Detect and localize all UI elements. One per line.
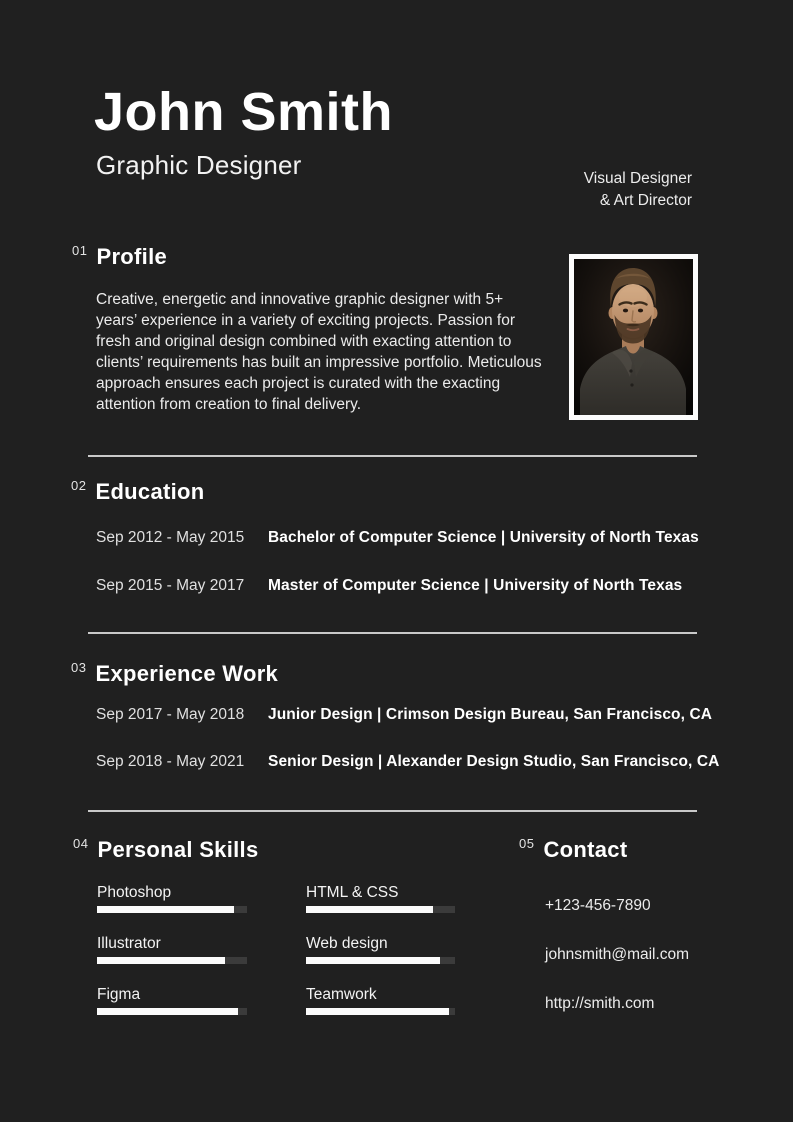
skill-label: Web design: [306, 935, 388, 952]
section-title: Experience Work: [95, 661, 279, 686]
skill-bar-fill: [97, 906, 234, 913]
photo-frame: [569, 254, 698, 420]
experience-dates: Sep 2018 - May 2021: [96, 753, 245, 770]
experience-row: [96, 706, 712, 724]
section-title: Personal Skills: [97, 837, 259, 862]
section-title: Education: [95, 479, 205, 504]
section-divider: [88, 632, 697, 634]
section-number: 03: [71, 660, 87, 675]
skill-label: Figma: [97, 986, 141, 1003]
skills-column-left: [97, 884, 247, 1037]
education-dates: Sep 2012 - May 2015: [96, 529, 245, 546]
profile-text: Creative, energetic and innovative graphic designer with 5+ years’ experience in a variety of exciting projects. Passion for fresh and original design combined with exacting attention to clients’ requirements has built an impressive portfolio. Meticulous approach ensures each project is curated with the exacting attention from creation to final delivery.: [96, 291, 542, 413]
skill-bar-track: [97, 1008, 247, 1015]
skill-label: Teamwork: [306, 986, 377, 1003]
tagline-line-1: Visual Designer: [583, 170, 692, 187]
contact-email: johnsmith@mail.com: [545, 946, 690, 963]
section-number: 05: [519, 836, 535, 851]
skill-bar-track: [97, 906, 247, 913]
education-row: [96, 529, 699, 547]
skill-item: [306, 986, 455, 1014]
skill-label: Photoshop: [97, 884, 172, 901]
job-title: Graphic Designer: [96, 150, 302, 180]
skill-bar-track: [97, 957, 247, 964]
page-title: John Smith: [94, 82, 393, 142]
skill-item: [306, 884, 455, 912]
skill-item: [97, 986, 247, 1014]
contact-phone: +123-456-7890: [545, 897, 651, 914]
skills-column-right: [306, 884, 455, 1037]
experience-dates: Sep 2017 - May 2018: [96, 706, 245, 723]
section-divider: [88, 455, 697, 457]
portrait-photo-icon: [574, 259, 693, 415]
tagline: [584, 168, 692, 211]
section-divider: [88, 810, 697, 812]
experience-detail: Junior Design | Crimson Design Bureau, San Francisco, CA: [268, 706, 713, 723]
section-heading-skills: [73, 837, 259, 863]
experience-detail: Senior Design | Alexander Design Studio, San Francisco, CA: [268, 753, 720, 770]
skill-item: [97, 884, 247, 912]
skill-label: Illustrator: [97, 935, 161, 952]
section-title: Contact: [543, 837, 628, 862]
section-heading-experience: [71, 661, 278, 687]
section-number: 04: [73, 836, 89, 851]
skill-bar-track: [306, 906, 455, 913]
section-title: Profile: [96, 244, 168, 269]
section-heading-education: [71, 479, 205, 505]
education-dates: Sep 2015 - May 2017: [96, 577, 245, 594]
tagline-line-2: & Art Director: [599, 191, 692, 209]
education-detail: Master of Computer Science | University of North Texas: [268, 577, 683, 594]
section-number: 01: [72, 243, 88, 258]
contact-list: [545, 897, 689, 1044]
skill-bar-fill: [306, 906, 433, 913]
section-heading-contact: [519, 837, 627, 863]
skill-label: HTML & CSS: [306, 884, 399, 901]
experience-row: [96, 753, 719, 771]
skill-bar-fill: [306, 1008, 449, 1015]
section-heading-profile: [72, 244, 167, 270]
skill-bar-fill: [97, 1008, 238, 1015]
section-number: 02: [71, 478, 87, 493]
skill-bar-track: [306, 1008, 455, 1015]
education-row: [96, 577, 682, 595]
skill-bar-fill: [97, 957, 225, 964]
contact-website: http://smith.com: [545, 995, 655, 1012]
skill-item: [306, 935, 455, 963]
skill-bar-fill: [306, 957, 440, 964]
skill-item: [97, 935, 247, 963]
skill-bar-track: [306, 957, 455, 964]
education-detail: Bachelor of Computer Science | University of North Texas: [268, 529, 699, 546]
